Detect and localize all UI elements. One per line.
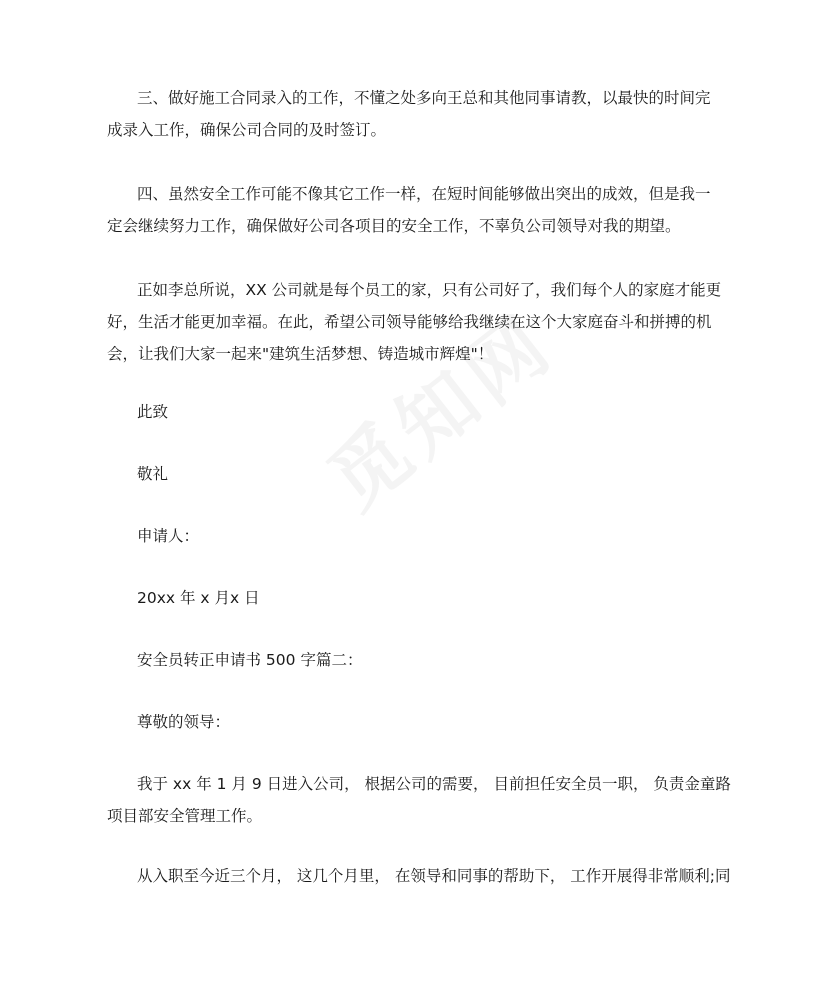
paragraph-line: 项目部安全管理工作。 bbox=[107, 807, 263, 825]
paragraph-line: 尊敬的领导： bbox=[137, 713, 231, 731]
paragraph-line: 我于 xx 年 1 月 9 日进入公司， 根据公司的需要， 目前担任安全员一职， 负责金童路 bbox=[137, 775, 731, 793]
paragraph-intro bbox=[107, 768, 731, 832]
paragraph-line: 此致 bbox=[137, 403, 169, 421]
paragraph-closing bbox=[107, 274, 727, 370]
greeting bbox=[107, 706, 727, 738]
applicant-label bbox=[107, 520, 727, 552]
paragraph-item-4 bbox=[107, 178, 727, 242]
date-line bbox=[107, 582, 727, 614]
paragraph-line: 成录入工作，确保公司合同的及时签订。 bbox=[107, 121, 387, 139]
paragraph-line: 三、做好施工合同录入的工作，不懂之处多向王总和其他同事请教，以最快的时间完 bbox=[137, 89, 711, 107]
paragraph-line: 四、虽然安全工作可能不像其它工作一样，在短时间能够做出突出的成效，但是我一 bbox=[137, 185, 711, 203]
paragraph-line: 会，让我们大家一起来"建筑生活梦想、铸造城市辉煌"！ bbox=[107, 345, 494, 363]
paragraph-line: 安全员转正申请书 500 字篇二： bbox=[137, 651, 363, 669]
paragraph-line: 从入职至今近三个月， 这几个月里， 在领导和同事的帮助下， 工作开展得非常顺利;同 bbox=[137, 867, 731, 885]
section-title bbox=[107, 644, 727, 676]
paragraph-progress bbox=[107, 860, 731, 892]
paragraph-line: 好，生活才能更加幸福。在此，希望公司领导能够给我继续在这个大家庭奋斗和拼搏的机 bbox=[107, 313, 712, 331]
paragraph-line: 正如李总所说，XX 公司就是每个员工的家，只有公司好了，我们每个人的家庭才能更 bbox=[137, 281, 722, 299]
paragraph-line: 敬礼 bbox=[137, 465, 169, 483]
paragraph-line: 申请人： bbox=[137, 527, 200, 545]
salutation-ci-zhi bbox=[107, 396, 727, 428]
paragraph-line: 20xx 年 x 月x 日 bbox=[137, 589, 260, 607]
paragraph-item-3 bbox=[107, 82, 727, 146]
paragraph-line: 定会继续努力工作，确保做好公司各项目的安全工作，不辜负公司领导对我的期望。 bbox=[107, 217, 681, 235]
salutation-jing-li bbox=[107, 458, 727, 490]
